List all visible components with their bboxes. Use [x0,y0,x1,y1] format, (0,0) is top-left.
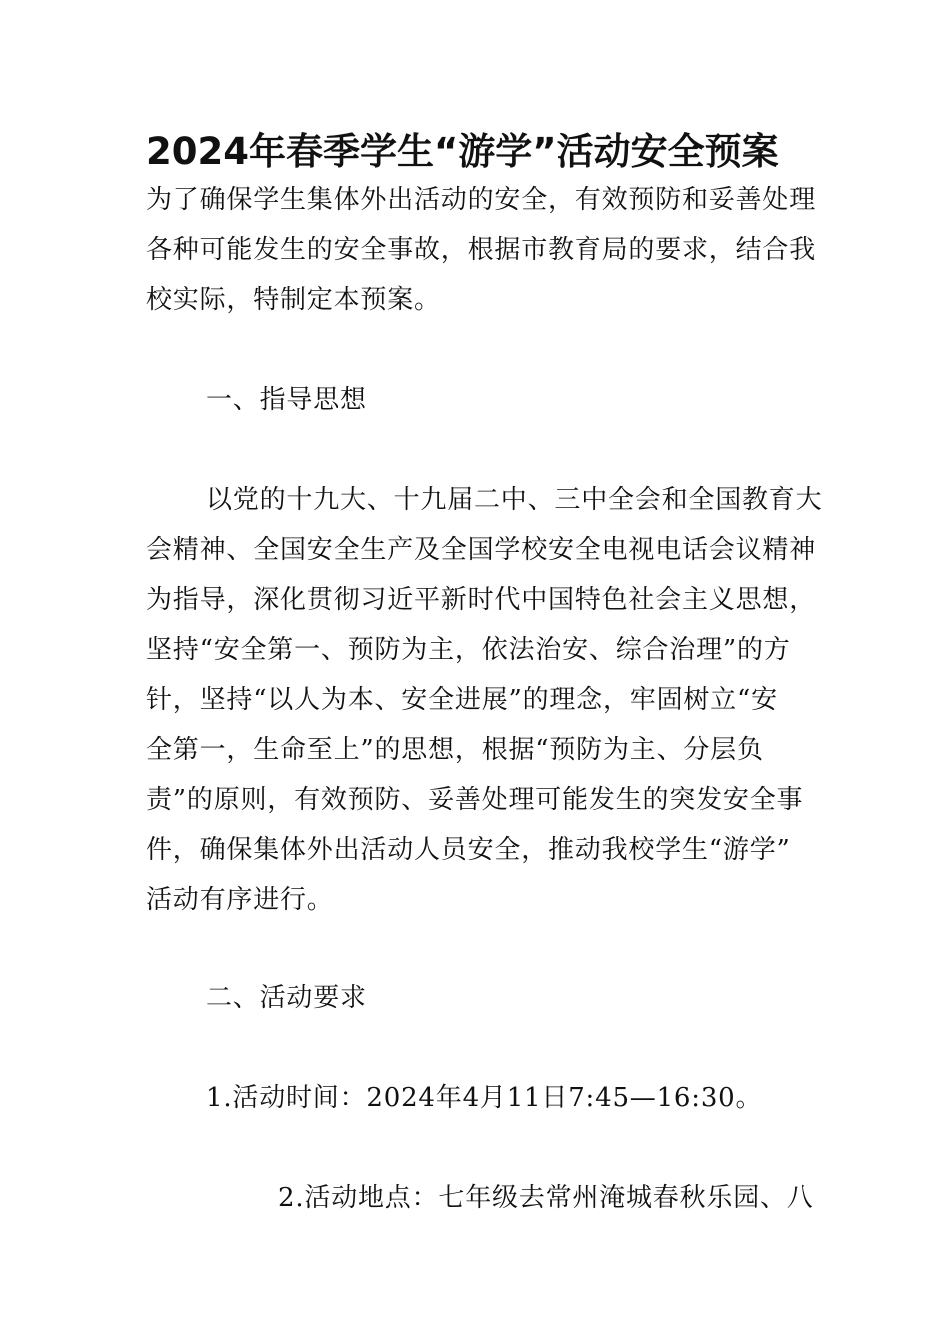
section1-line-9: 活动有序进行。 [146,885,334,915]
section1-line-6: 全第一，生命至上”的思想，根据“预防为主、分层负 [146,735,764,765]
intro-line-1: 为了确保学生集体外出活动的安全，有效预防和妥善处理 [146,185,817,215]
intro-line-2: 各种可能发生的安全事故，根据市教育局的要求，结合我 [146,235,817,265]
section1-line-1: 以党的十九大、十九届二中、三中全会和全国教育大 [206,485,823,515]
section1-line-8: 件，确保集体外出活动人员安全，推动我校学生“游学” [146,835,791,865]
section1-line-2: 会精神、全国安全生产及全国学校安全电视电话会议精神 [146,535,817,565]
section1-line-4: 坚持“安全第一、预防为主，依法治安、综合治理”的方 [146,635,791,665]
section1-heading: 一、指导思想 [206,385,367,415]
document-title: 2024年春季学生“游学”活动安全预案 [146,130,779,173]
section2-heading: 二、活动要求 [206,983,367,1013]
section2-item-1: 1.活动时间：2024年4月11日7:45—16:30。 [206,1083,763,1113]
section1-line-7: 责”的原则，有效预防、妥善处理可能发生的突发安全事 [146,785,804,815]
intro-line-3: 校实际，特制定本预案。 [146,285,441,315]
section1-line-3: 为指导，深化贯彻习近平新时代中国特色社会主义思想， [146,585,817,615]
section2-item-2: 2.活动地点：七年级去常州淹城春秋乐园、八 [278,1183,814,1213]
section1-line-5: 针，坚持“以人为本、安全进展”的理念，牢固树立“安 [146,685,778,715]
